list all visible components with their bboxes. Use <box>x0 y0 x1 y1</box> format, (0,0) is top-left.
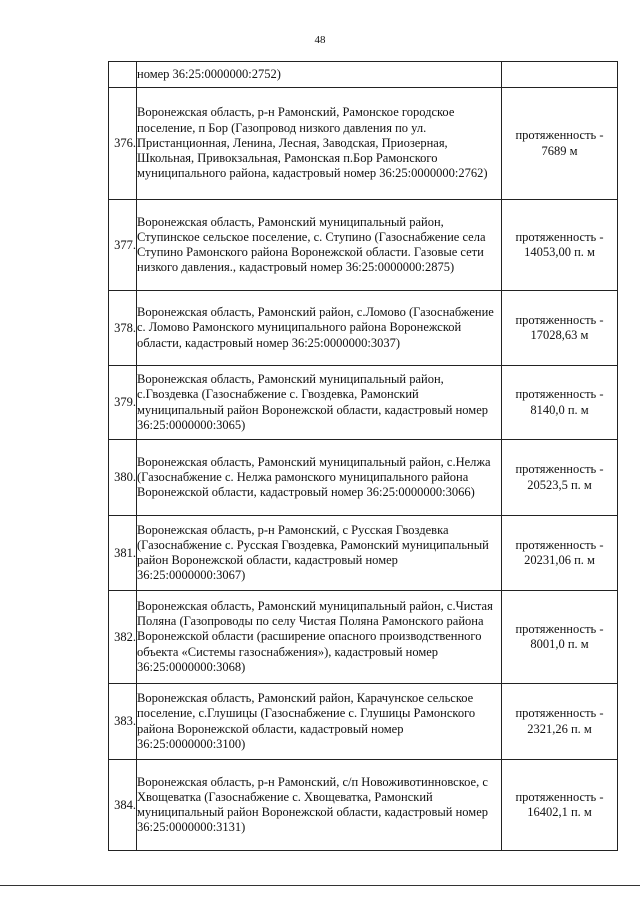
row-number: 376. <box>109 88 137 200</box>
row-length: протяженность - 20231,06 п. м <box>502 516 618 591</box>
row-number: 378. <box>109 291 137 366</box>
row-length: протяженность - 14053,00 п. м <box>502 200 618 291</box>
row-description: Воронежская область, Рамонский район, с.Ломово (Газоснабжение с. Ломово Рамонского муниципального района Воронежской области, кадастровый номер 36:25:0000000:3037) <box>137 291 502 366</box>
row-length: протяженность - 8001,0 п. м <box>502 591 618 684</box>
page-number: 48 <box>314 34 326 46</box>
row-description: номер 36:25:0000000:2752) <box>137 62 502 88</box>
table-row <box>109 684 618 760</box>
table-row <box>109 366 618 440</box>
bottom-divider <box>0 885 640 886</box>
row-description: Воронежская область, Рамонский муниципальный район, с.Чистая Поляна (Газопроводы по селу Чистая Поляна Рамонского района Воронежской области (расширение опасного производственного объекта «Системы газоснабжения»), кадастровый номер 36:25:0000000:3068) <box>137 591 502 684</box>
row-length: протяженность - 7689 м <box>502 88 618 200</box>
row-length: протяженность - 20523,5 п. м <box>502 440 618 516</box>
row-description: Воронежская область, Рамонский район, Карачунское сельское поселение, с.Глушицы (Газоснабжение с. Глушицы Рамонского района Воронежской области, кадастровый номер 36:25:0000000:3100) <box>137 684 502 760</box>
table-row <box>109 760 618 851</box>
row-number: 380. <box>109 440 137 516</box>
row-number: 384. <box>109 760 137 851</box>
row-number: 383. <box>109 684 137 760</box>
row-description: Воронежская область, Рамонский муниципальный район, с.Нелжа (Газоснабжение с. Нелжа рамонского муниципального района Воронежской области, кадастровый номер 36:25:0000000:3066) <box>137 440 502 516</box>
row-number: 381. <box>109 516 137 591</box>
row-description: Воронежская область, Рамонский муниципальный район, с.Гвоздевка (Газоснабжение с. Гвоздевка, Рамонский муниципальный район Воронежской области, кадастровый номер 36:25:0000000:3065) <box>137 366 502 440</box>
table-row <box>109 516 618 591</box>
table-row <box>109 200 618 291</box>
row-description: Воронежская область, р-н Рамонский, с Русская Гвоздевка (Газоснабжение с. Русская Гвоздевка, Рамонский муниципальный район Воронежской области, кадастровый номер 36:25:0000000:3067) <box>137 516 502 591</box>
row-length: протяженность - 2321,26 п. м <box>502 684 618 760</box>
row-description: Воронежская область, р-н Рамонский, Рамонское городское поселение, п Бор (Газопровод низкого давления по ул. Пристанционная, Ленина, Лесная, Заводская, Приозерная, Школьная, Привокзальная, Рамонская п.Бор Рамонского муниципального района, кадастровый номер 36:25:0000000:2762) <box>137 88 502 200</box>
table-row <box>109 591 618 684</box>
table-row <box>109 291 618 366</box>
row-number <box>109 62 137 88</box>
row-length: протяженность - 16402,1 п. м <box>502 760 618 851</box>
row-description: Воронежская область, Рамонский муниципальный район, Ступинское сельское поселение, с. Ступино (Газоснабжение села Ступино Рамонского района Воронежской области. Газовые сети низкого давления., кадастровый номер 36:25:0000000:2875) <box>137 200 502 291</box>
table-row <box>109 88 618 200</box>
row-number: 379. <box>109 366 137 440</box>
row-description: Воронежская область, р-н Рамонский, с/п Новоживотинновское, с Хвощеватка (Газоснабжение с. Хвощеватка, Рамонский муниципальный район Воронежской области, кадастровый номер 36:25:0000000:3131) <box>137 760 502 851</box>
row-number: 382. <box>109 591 137 684</box>
row-number: 377. <box>109 200 137 291</box>
row-length: протяженность - 8140,0 п. м <box>502 366 618 440</box>
row-length: протяженность - 17028,63 м <box>502 291 618 366</box>
table-row <box>109 62 618 88</box>
row-length <box>502 62 618 88</box>
table-row <box>109 440 618 516</box>
registry-table <box>108 61 618 851</box>
